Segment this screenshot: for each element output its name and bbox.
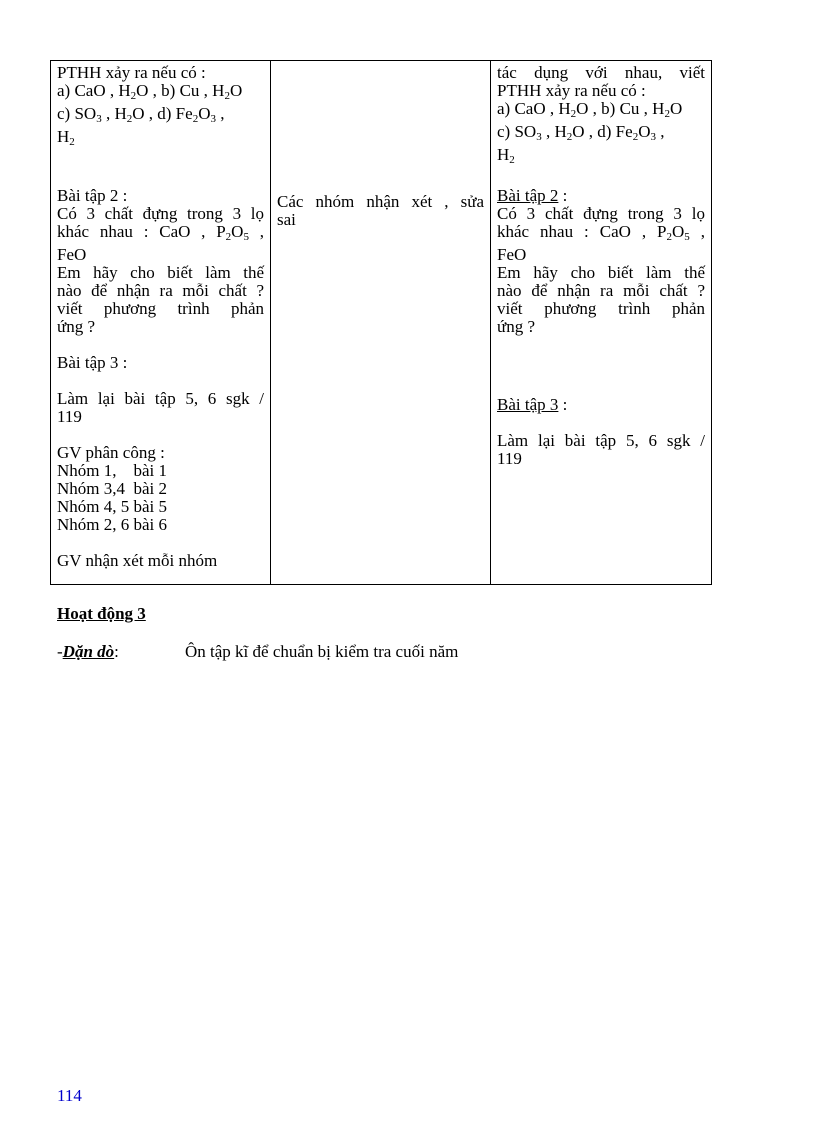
content-text: tác dụng với nhau, viết: [497, 63, 705, 82]
exercise-2-text: Có 3 chất đựng trong 3 lọ: [57, 204, 264, 223]
reminder-line: [57, 642, 459, 662]
exercise-2-title: Bài tập 2 :: [57, 186, 128, 205]
page-number: 114: [57, 1086, 82, 1105]
equation-line-h2: $H_2$: [57, 127, 75, 148]
content-exercise-2-text: khác nhau : CaO , $P_2O_5$ ,: [497, 222, 706, 243]
content-equation-cd: c) $SO_3$ , $H_2O$ , d) $Fe_2O_3$ ,: [497, 122, 665, 143]
lesson-table: [50, 60, 712, 585]
reminder-label: Dặn dò: [62, 642, 115, 661]
exercise-3-text: 119: [57, 407, 82, 426]
student-response: Các nhóm nhận xét , sửa: [277, 192, 484, 211]
content-exercise-2-text: viết phương trình phản: [497, 299, 705, 318]
exercise-2-text: viết phương trình phản: [57, 299, 264, 318]
content-exercise-2-title: Bài tập 2 :: [497, 186, 568, 205]
exercise-3-text: Làm lại bài tập 5, 6 sgk /: [57, 389, 264, 408]
exercise-2-text: nào để nhận ra mỗi chất ?: [57, 281, 264, 300]
reminder-colon: :: [114, 642, 119, 661]
exercise-2-text: FeO: [57, 245, 87, 264]
assignment-item: Nhóm 4, 5 bài 5: [57, 497, 168, 516]
exercise-2-text: khác nhau : CaO , $P_2O_5$ ,: [57, 222, 264, 243]
content-exercise-2-text: FeO: [497, 245, 527, 264]
content-column: [491, 61, 712, 585]
exercise-3-title: Bài tập 3 :: [57, 353, 128, 372]
equation-line-cd: c) $SO_3$ , $H_2O$ , d) $Fe_2O_3$ ,: [57, 104, 225, 125]
content-exercise-3-title: Bài tập 3 :: [497, 395, 568, 414]
teacher-column: [51, 61, 271, 585]
content-equation-ab: a) CaO , $H_2O$ , b) Cu , $H_2O$: [497, 99, 683, 120]
content-exercise-2-text: ứng ?: [497, 317, 536, 336]
assignment-item: Nhóm 1, bài 1: [57, 461, 168, 480]
exercise-2-text: Em hãy cho biết làm thế: [57, 263, 264, 282]
assignment-item: Nhóm 2, 6 bài 6: [57, 515, 168, 534]
content-text: PTHH xảy ra nếu có :: [497, 81, 646, 100]
student-column: [271, 61, 491, 585]
content-exercise-2-text: Có 3 chất đựng trong 3 lọ: [497, 204, 705, 223]
content-exercise-3-text: 119: [497, 449, 522, 468]
exercise-2-text: ứng ?: [57, 317, 96, 336]
content-exercise-2-text: Em hãy cho biết làm thế: [497, 263, 705, 282]
student-response: sai: [277, 210, 296, 229]
content-exercise-3-text: Làm lại bài tập 5, 6 sgk /: [497, 431, 705, 450]
reminder-prefix: -: [57, 642, 63, 661]
table-row: [51, 61, 712, 585]
content-exercise-2-text: nào để nhận ra mỗi chất ?: [497, 281, 705, 300]
assignment-item: Nhóm 3,4 bài 2: [57, 479, 168, 498]
activity-heading: Hoạt động 3: [57, 604, 146, 623]
equation-line-ab: a) CaO , $H_2O$ , b) Cu , $H_2O$: [57, 81, 243, 102]
reminder-task: Ôn tập kĩ để chuẩn bị kiểm tra cuối năm: [185, 642, 459, 661]
assignment-title: GV phân công :: [57, 443, 165, 462]
equation-intro: PTHH xảy ra nếu có :: [57, 63, 206, 82]
content-equation-h2: $H_2$: [497, 145, 515, 166]
closing-remark: GV nhận xét mỗi nhóm: [57, 551, 218, 570]
